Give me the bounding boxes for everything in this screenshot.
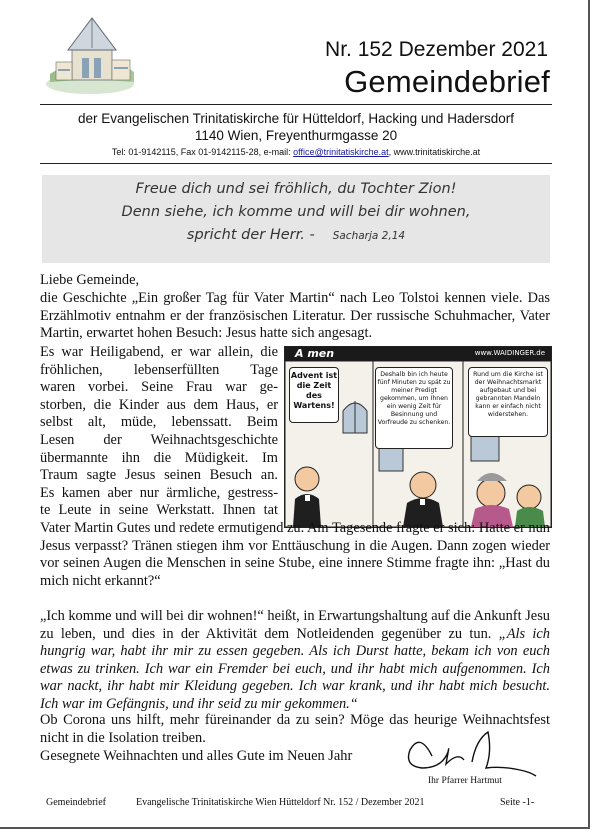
footer-publication: Gemeindebrief	[46, 797, 106, 808]
org-address: 1140 Wien, Freyenthurmgasse 20	[194, 128, 398, 143]
contact-line	[40, 147, 552, 157]
comic-header-bar	[285, 347, 551, 361]
narrow-line: Lesen der Weihnachtsgeschichte	[40, 431, 278, 448]
scripture-intro: „Ich komme und will bei dir wohnen!“ heißt, in Erwartungshaltung auf die Ankunft Jesu zu leben, und dies in der Aktivität dem Notleidenden gegenüber zu tun.	[40, 608, 550, 642]
motto-line-3	[42, 227, 550, 243]
org-name: der Evangelischen Trinitatiskirche für Hütteldorf, Hacking und Hadersdorf	[78, 111, 514, 126]
comic-site: www.WAIDINGER.de	[474, 349, 545, 357]
salutation: Liebe Gemeinde,	[40, 272, 140, 288]
email-link[interactable]: office@trinitatiskirche.at	[293, 147, 389, 157]
signature	[402, 722, 542, 782]
motto-box	[42, 175, 550, 263]
narrow-line: übermannte ihn die Müdigkeit. Im	[40, 449, 278, 466]
header-divider-bottom	[40, 163, 552, 164]
motto-line-3-text: spricht der Herr. -	[186, 227, 315, 243]
narrow-line: Traum sagte Jesus seinen Besuch an.	[40, 467, 278, 484]
narrow-line: Es kamen aber nur ärmliche, gestress-	[40, 484, 278, 501]
motto-line-2: Denn siehe, ich komme und will bei dir wohnen,	[121, 204, 471, 220]
contact-phone-fax: Tel: 01-9142115, Fax 01-9142115-28, e-mail:	[111, 147, 294, 157]
newsletter-title: Gemeindebrief	[344, 64, 550, 99]
speech-bubble-3: Rund um die Kirche ist der Weihnachtsmarkt aufgebaut und bei gebrannten Mandeln kann er einfach nicht widerstehen.	[468, 367, 548, 437]
narrow-line: fröhlichen, lebenserfüllten Tage	[40, 361, 278, 378]
narrow-line: storben, die Kinder aus dem Haus, er	[40, 396, 278, 413]
contact-website: , www.trinitatiskirche.at	[388, 147, 481, 157]
comic-strip	[284, 346, 552, 528]
speech-bubble-2: Deshalb bin ich heute fünf Minuten zu spät zu meiner Predigt gekommen, um Ihnen ein wenig Zeit für Besinnung und Vorfreude zu schenken.	[375, 367, 453, 449]
footer-page-number: Seite -1-	[500, 797, 535, 808]
church-logo	[44, 14, 136, 96]
closing-greeting: Gesegnete Weihnachten und alles Gute im Neuen Jahr	[40, 748, 353, 764]
motto-line-1: Freue dich und sei fröhlich, du Tochter Zion!	[135, 181, 457, 197]
comic-brand: A men	[295, 347, 335, 360]
paragraph-scripture	[40, 608, 550, 714]
narrow-line: te Leute in seine Werkstatt. Ihnen tat	[40, 502, 278, 519]
scripture-quote: „Als ich hungrig war, habt ihr mir zu essen gegeben. Als ich Durst hatte, bekam ich von euch etwas zu trinken. Ich war ein Fremder bei euch, und ihr habt mich aufgenommen. Ich war nackt, ihr habt mir Kleidung gegeben. Ich war krank, und ihr habt mich besucht. Ich war im Gefängnis, und ihr seid zu mir gekommen.“	[40, 625, 550, 712]
signer-name: Ihr Pfarrer Hartmut	[428, 776, 502, 786]
narrow-line: Es war Heiligabend, er war allein, die	[40, 344, 278, 360]
issue-line: Nr. 152 Dezember 2021	[325, 38, 548, 61]
paragraph-narrow	[40, 344, 278, 520]
paragraph-story-end: Vater Martin Gutes und redete ermutigend zu. Am Tagesende fragte er sich: Hatte er nun Jesus verpasst? Tränen stiegen ihm vor Enttäuschung in die Augen. Dann zogen wieder vor seinen Augen die Menschen in seine Stube, eine innere Stimme fragte ihn: „Hast du mich nicht erkannt?“	[40, 520, 550, 589]
header-divider-top	[40, 104, 552, 105]
narrow-line: selbst alt, müde, lebenssatt. Beim	[40, 414, 278, 431]
paragraph-corona: Ob Corona uns hilft, mehr füreinander da zu sein? Möge das heurige Weihnachtsfest nicht in die Isolation treiben.	[40, 712, 550, 746]
speech-bubble-1: Advent ist die Zeit des Wartens!	[289, 367, 339, 423]
narrow-line: waren vorbei. Seine Frau war ge-	[40, 379, 278, 396]
paragraph-intro: die Geschichte „Ein großer Tag für Vater Martin“ nach Leo Tolstoi kennen viele. Das Erzählmotiv entnahm er der französischen Literatur. Der russische Schuhmacher, Vater Martin, erwartet hohen Besuch: Jesus hatte sich angesagt.	[40, 290, 550, 342]
footer-issue: Evangelische Trinitatiskirche Wien Hütteldorf Nr. 152 / Dezember 2021	[136, 797, 425, 808]
motto-reference: Sacharja 2,14	[332, 230, 406, 242]
